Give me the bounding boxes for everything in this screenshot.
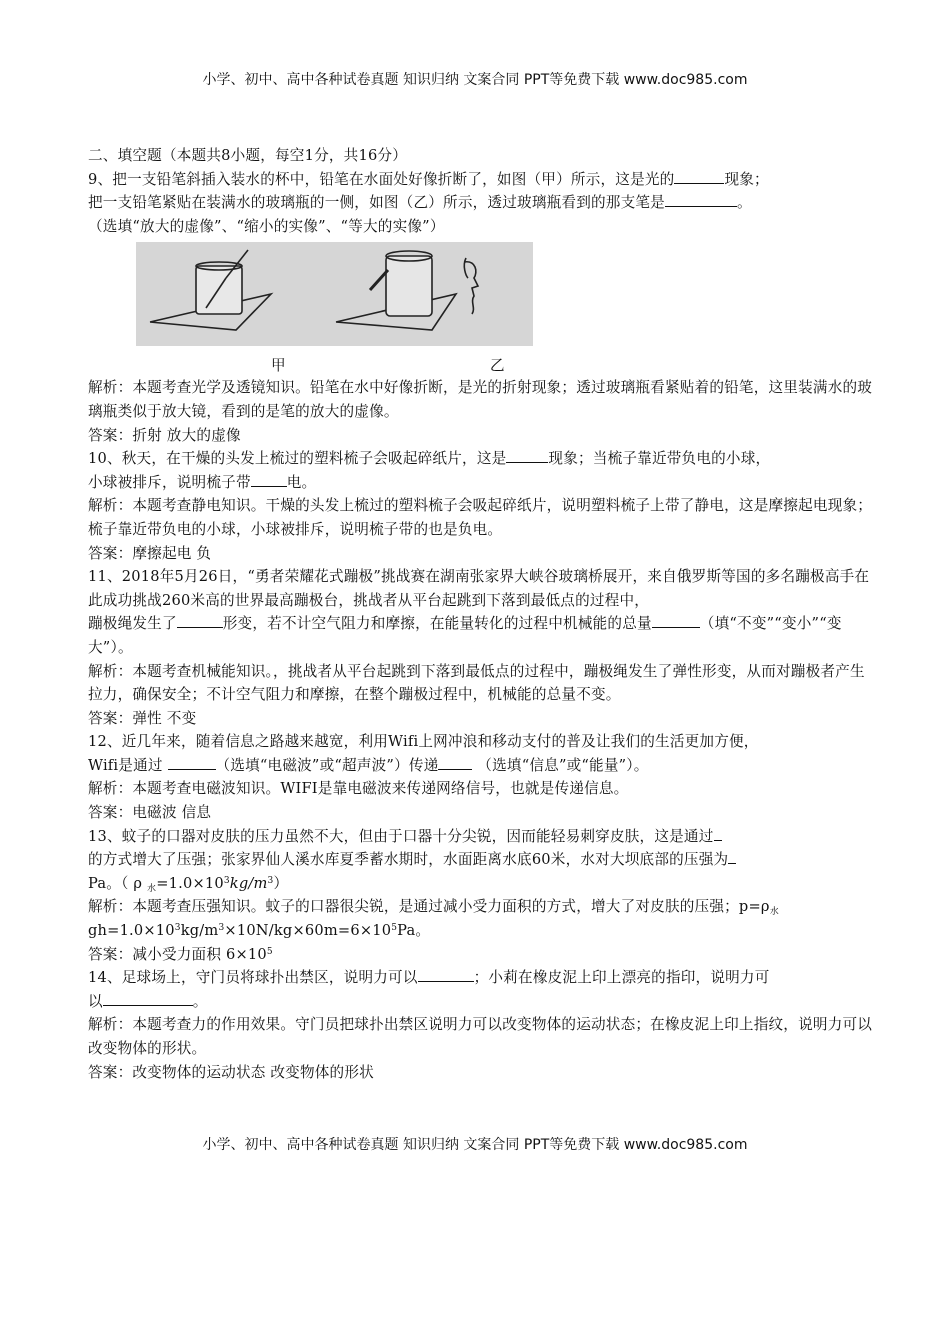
question-12-answer: 答案：电磁波 信息 — [88, 804, 212, 822]
document-body — [88, 144, 878, 1084]
answer-blank — [506, 448, 548, 463]
question-11-analysis: 解析：本题考查机械能知识。，挑战者从平台起跳到下落到最低点的过程中，蹦极绳发生了弹性形变，从而对蹦极者产生拉力，确保安全；不计空气阻力和摩擦，在整个蹦极过程中，机械能的总量不变。 — [88, 662, 865, 704]
glass-pencil-illustration — [150, 250, 271, 330]
question-9-analysis: 解析：本题考查光学及透镜知识。铅笔在水中好像折断，是光的折射现象；透过玻璃瓶看紧贴着的铅笔，这里装满水的玻璃瓶类似于放大镜，看到的是笔的放大的虚像。 — [88, 379, 873, 420]
question-12-line-1: 12、近几年来，随着信息之路越来越宽，利用Wifi上网冲浪和移动支付的普及让我们的生活更加方便， — [88, 733, 759, 751]
answer-blank — [674, 169, 724, 184]
question-10-answer: 答案：摩擦起电 负 — [88, 544, 212, 562]
question-13-analysis: 解析：本题考查压强知识。蚊子的口器很尖锐，是通过减小受力面积的方式，增大了对皮肤的压强；$p=\rho_水gh=1.0\times 10^3kg/m^3\times 10N/kg\times 60m=6\times 10^5Pa$。 — [88, 898, 779, 940]
question-11-line-1: 11、2018年5月26日，“勇者荣耀花式蹦极”挑战赛在湖南张家界大峡谷玻璃桥展开，来自俄罗斯等国的多名蹦极高手在此成功挑战260米高的世界最高蹦极台，挑战者从平台起跳到下落到最低点的过程中， — [88, 568, 870, 609]
page-footer: 小学、初中、高中各种试卷真题 知识归纳 文案合同 PPT等免费下载 www.doc985.com — [202, 1137, 748, 1153]
question-9-answer: 答案：折射 放大的虚像 — [88, 426, 241, 444]
answer-blank — [418, 967, 474, 982]
question-13-answer: 答案：减小受力面积 $6\times 10^5$ — [88, 945, 273, 963]
question-13-line-2: 的方式增大了压强；张家界仙人溪水库夏季蓄水期时，水面距离水底60米，水对大坝底部的压强为 — [88, 848, 878, 872]
question-12-analysis: 解析：本题考查电磁波知识。WIFI是靠电磁波来传递网络信号，也就是传递信息。 — [88, 780, 629, 798]
question-9-line-3: （选填“放大的虚像”、“缩小的实像”、“等大的实像”） — [88, 217, 445, 235]
section-title: 二、填空题（本题共8小题，每空1分，共16分） — [88, 147, 408, 164]
answer-blank — [652, 613, 700, 628]
question-9-line-2: 把一支铅笔紧贴在装满水的玻璃瓶的一侧，如图（乙）所示，透过玻璃瓶看到的那支笔是 。 — [88, 194, 752, 212]
question-13-line-1: 13、蚊子的口器对皮肤的压力虽然不大，但由于口器十分尖锐，因而能轻易刺穿皮肤，这是通过 — [88, 825, 878, 849]
question-11-answer: 答案：弹性 不变 — [88, 709, 197, 727]
answer-blank — [714, 826, 722, 841]
answer-blank — [103, 991, 193, 1006]
question-14-analysis: 解析：本题考查力的作用效果。守门员把球扑出禁区说明力可以改变物体的运动状态；在橡皮泥上印上指纹，说明力可以改变物体的形状。 — [88, 1016, 873, 1057]
figure-label-jia: 甲 — [271, 357, 286, 375]
answer-blank — [665, 192, 737, 207]
question-10-line-2: 小球被排斥，说明梳子带 电。 — [88, 473, 317, 491]
question-9-line-1: 9、把一支铅笔斜插入装水的杯中，铅笔在水面处好像折断了，如图（甲）所示，这是光的 现象； — [88, 170, 769, 188]
bottle-face-illustration — [336, 251, 478, 330]
optics-figure — [136, 242, 533, 346]
answer-blank — [251, 472, 287, 487]
answer-blank — [728, 849, 736, 864]
answer-blank — [438, 755, 472, 770]
question-12-line-2: Wifi是通过 （选填“电磁波”或“超声波”）传递 （选填“信息”或“能量”）。 — [88, 756, 649, 774]
answer-blank — [168, 755, 216, 770]
question-14-answer: 答案：改变物体的运动状态 改变物体的形状 — [88, 1063, 374, 1081]
figure-label-yi: 乙 — [490, 357, 505, 375]
answer-blank — [177, 613, 223, 628]
question-14-line-1: 14、足球场上，守门员将球扑出禁区，说明力可以 ；小莉在橡皮泥上印上漂亮的指印，说明力可 — [88, 969, 770, 987]
question-13-line-3: Pa。（ ρ $_水=1.0\times 10^3kg/m^3$） — [88, 874, 289, 894]
question-10-line-1: 10、秋天，在干燥的头发上梳过的塑料梳子会吸起碎纸片，这是 现象；当梳子靠近带负电的小球， — [88, 450, 771, 468]
question-11-line-2: 蹦极绳发生了 形变，若不计空气阻力和摩擦，在能量转化的过程中机械能的总量 （填“不变”“变小”“变大”）。 — [88, 615, 842, 656]
question-10-analysis: 解析：本题考查静电知识。干燥的头发上梳过的塑料梳子会吸起碎纸片，说明塑料梳子上带了静电，这是摩擦起电现象；梳子靠近带负电的小球，小球被排斥，说明梳子带的也是负电。 — [88, 497, 873, 538]
question-14-line-2: 以 。 — [88, 992, 208, 1010]
page-header: 小学、初中、高中各种试卷真题 知识归纳 文案合同 PPT等免费下载 www.doc985.com — [202, 72, 748, 88]
